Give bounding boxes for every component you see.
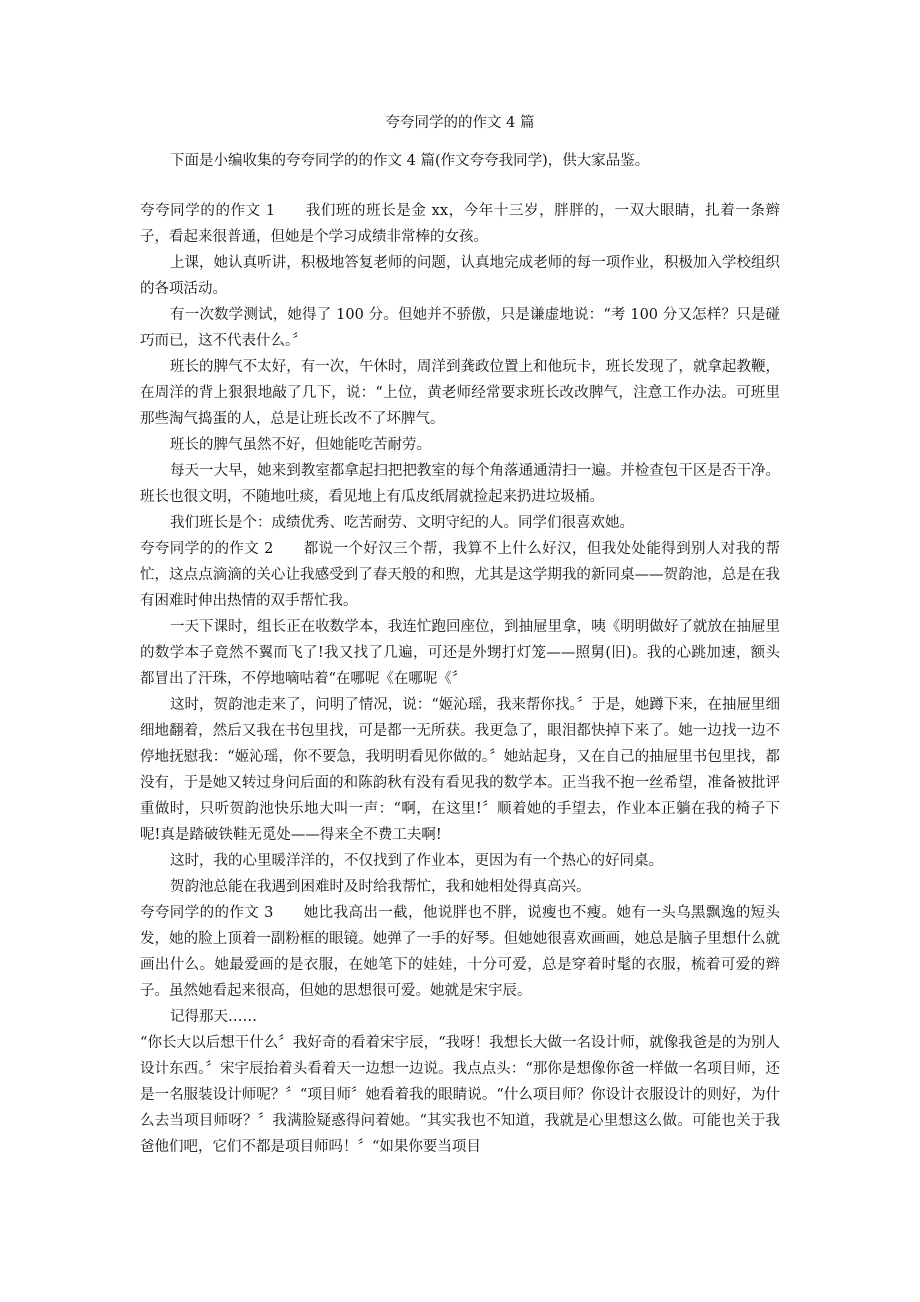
paragraph: 班长的脾气虽然不好，但她能吃苦耐劳。 (170, 437, 431, 453)
section-1-opening (140, 198, 780, 250)
paragraph: 一天下课时，组长正在收数学本，我连忙跑回座位，到抽屉里拿，咦《明明做好了就放在抽屉里的数学本子竟然不翼而飞了!我又找了几遍，可还是外甥打灯笼——照舅(旧)。我的心跳加速，额头都冒出了汗珠，不停地嘀咕着“在哪呢《在哪呢《〞 (140, 619, 780, 687)
paragraph: 上课，她认真听讲，积极地答复老师的问题，认真地完成老师的每一项作业，积极加入学校组织的各项活动。 (140, 255, 780, 297)
paragraph: 这时，我的心里暖洋洋的，不仅找到了作业本，更因为有一个热心的好同桌。 (170, 853, 663, 869)
paragraph: 班长的脾气不太好，有一次，午休时，周洋到龚政位置上和他玩卡，班长发现了，就拿起教鞭，在周洋的背上狠狠地敲了几下，说：“上位，黄老师经常要求班长改改脾气，注意工作办法。可班里那些淘气捣蛋的人，总是让班长改不了坏脾气。 (140, 359, 780, 427)
section-3-first-text: 她比我高出一截，他说胖也不胖，说瘦也不瘦。她有一头乌黑飘逸的短头发，她的脸上顶着一副粉框的眼镜。她弹了一手的好琴。但她她很喜欢画画，她总是脑子里想什么就画出什么。她最爱画的是衣服，在她笔下的娃娃，十分可爱，总是穿着时髦的衣服，梳着可爱的辫子。虽然她看起来很高，但她的思想很可爱。她就是宋宇辰。 (140, 905, 780, 999)
paragraph: 我们班长是个：成绩优秀、吃苦耐劳、文明守纪的人。同学们很喜欢她。 (170, 515, 634, 531)
intro-paragraph: 下面是小编收集的夸夸同学的的作文 4 篇(作文夸夸我同学)，供大家品鉴。 (170, 153, 650, 169)
paragraph: 有一次数学测试，她得了 100 分。但她并不骄傲，只是谦虚地说：“考 100 分又怎样？只是碰巧而已，这不代表什么。〞 (140, 307, 780, 349)
section-2-opening (140, 536, 780, 614)
dialogue-paragraph: “你长大以后想干什么〞我好奇的看着宋宇辰，“我呀！我想长大做一名设计师，就像我爸是的为别人设计东西。〞宋宇辰抬着头看着天一边想一边说。我点点头：“那你是想像你爸一样做一名项目师，还是一名服装设计师呢？〞“项目师〞她看着我的眼睛说。“什么项目师？你设计衣服设计的则好，为什么去当项目师呀？〞我满脸疑惑得问着她。“其实我也不知道，我就是心里想这么做。可能也关于我爸他们吧，它们不都是项目师吗！〞“如果你要当项目 (140, 1035, 780, 1155)
section-1-first-text: 我们班的班长是金 xx，今年十三岁，胖胖的，一双大眼睛，扎着一条辫子，看起来很普通，但她是个学习成绩非常棒的女孩。 (140, 203, 780, 245)
section-1-heading: 夸夸同学的的作文 1 (140, 203, 276, 219)
section-3-heading: 夸夸同学的的作文 3 (140, 905, 274, 921)
section-3-opening (140, 900, 780, 1004)
document-title: 夸夸同学的的作文 4 篇 (385, 115, 535, 131)
paragraph: 贺韵池总能在我遇到困难时及时给我帮忙，我和她相处得真高兴。 (170, 879, 591, 895)
document-page (140, 112, 780, 1160)
paragraph: 每天一大早，她来到教室都拿起扫把把教室的每个角落通通清扫一遍。并检查包干区是否干净。班长也很文明，不随地吐痰，看见地上有瓜皮纸屑就捡起来扔进垃圾桶。 (140, 463, 780, 505)
section-2-first-text: 都说一个好汉三个帮，我算不上什么好汉，但我处处能得到别人对我的帮忙，这点点滴滴的关心让我感受到了春天般的和煦，尤其是这学期我的新同桌——贺韵池，总是在我有困难时伸出热情的双手帮忙我。 (140, 541, 780, 609)
section-2-heading: 夸夸同学的的作文 2 (140, 541, 274, 557)
paragraph: 记得那天…… (170, 1009, 257, 1025)
paragraph: 这时，贺韵池走来了，问明了情况，说：“姬沁瑶，我来帮你找。〞于是，她蹲下来，在抽屉里细细地翻着，然后又我在书包里找，可是都一无所获。我更急了，眼泪都快掉下来了。她一边找一边不停地抚慰我：“姬沁瑶，你不要急，我明明看见你做的。〞她站起身，又在自己的抽屉里书包里找，都没有，于是她又转过身问后面的和陈韵秋有没有看见我的数学本。正当我不抱一丝希望，准备被批评重做时，只听贺韵池快乐地大叫一声：“啊，在这里!〞顺着她的手望去，作业本正躺在我的椅子下呢!真是踏破铁鞋无觅处——得来全不费工夫啊! (140, 697, 780, 843)
